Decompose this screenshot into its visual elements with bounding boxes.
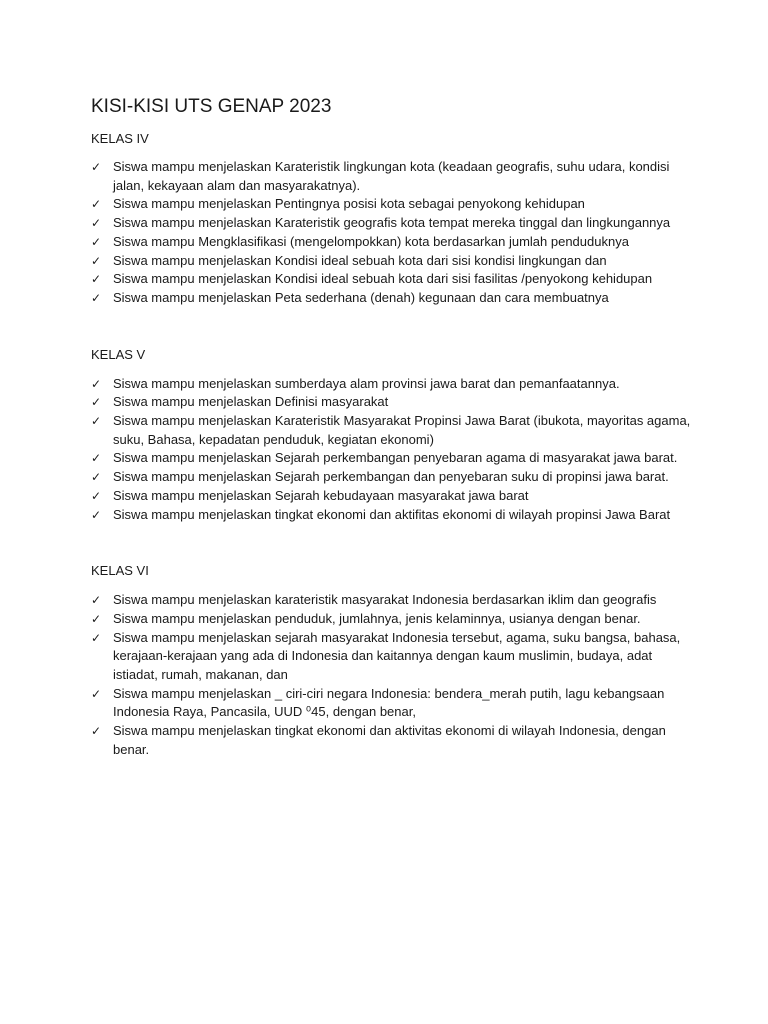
list-item-text: Siswa mampu Mengklasifikasi (mengelompokkan) kota berdasarkan jumlah penduduknya bbox=[113, 233, 629, 249]
list-item-text: Siswa mampu menjelaskan Kondisi ideal sebuah kota dari sisi kondisi lingkungan dan bbox=[113, 252, 607, 268]
list-item bbox=[91, 158, 691, 195]
checklist bbox=[91, 591, 691, 759]
checkmark-icon: ✓ bbox=[91, 488, 102, 503]
list-item-text: Siswa mampu menjelaskan Peta sederhana (denah) kegunaan dan cara membuatnya bbox=[113, 289, 609, 305]
checkmark-icon: ✓ bbox=[91, 197, 102, 212]
checkmark-icon: ✓ bbox=[91, 686, 102, 701]
checkmark-icon: ✓ bbox=[91, 272, 102, 287]
checkmark-icon: ✓ bbox=[91, 160, 102, 174]
list-item bbox=[91, 468, 691, 487]
list-item bbox=[91, 375, 691, 394]
checkmark-icon: ✓ bbox=[91, 216, 102, 231]
list-item-text: Siswa mampu menjelaskan tingkat ekonomi dan aktivitas ekonomi di wilayah Indonesia, dengan benar. bbox=[113, 723, 666, 757]
list-item-text: Siswa mampu menjelaskan tingkat ekonomi dan aktifitas ekonomi di wilayah propinsi Jawa Barat bbox=[113, 506, 671, 522]
list-item-text: Siswa mampu menjelaskan Sejarah perkembangan dan penyebaran suku di propinsi jawa barat. bbox=[113, 469, 669, 485]
list-item bbox=[91, 233, 691, 252]
document-title: KISI-KISI UTS GENAP 2023 bbox=[91, 96, 332, 117]
list-item bbox=[91, 412, 691, 449]
checkmark-icon: ✓ bbox=[91, 611, 102, 626]
list-item-text: Siswa mampu menjelaskan Karateristik geografis kota tempat mereka tinggal dan lingkungannya bbox=[113, 215, 671, 231]
list-item-text: Siswa mampu menjelaskan Karateristik Masyarakat Propinsi Jawa Barat (ibukota, mayoritas agama, suku, Bahasa, kepadatan penduduk, kegiatan ekonomi) bbox=[113, 413, 691, 447]
checkmark-icon: ✓ bbox=[91, 507, 102, 522]
checkmark-icon: ✓ bbox=[91, 290, 102, 305]
list-item bbox=[91, 289, 691, 308]
checkmark-icon: ✓ bbox=[91, 593, 102, 608]
list-item-text: Siswa mampu menjelaskan Kondisi ideal sebuah kota dari sisi fasilitas /penyokong kehidupan bbox=[113, 271, 653, 287]
list-item-text: Siswa mampu menjelaskan Sejarah perkembangan penyebaran agama di masyarakat jawa barat. bbox=[113, 450, 678, 466]
list-item bbox=[91, 591, 691, 610]
list-item bbox=[91, 214, 691, 233]
section-kelas-vi bbox=[91, 562, 691, 759]
checkmark-icon: ✓ bbox=[91, 724, 102, 739]
list-item-text: Siswa mampu menjelaskan sumberdaya alam provinsi jawa barat dan pemanfaatannya. bbox=[113, 375, 620, 391]
list-item bbox=[91, 393, 691, 412]
section-heading: KELAS IV bbox=[91, 131, 149, 146]
checkmark-icon: ✓ bbox=[91, 395, 102, 410]
checkmark-icon: ✓ bbox=[91, 630, 102, 645]
list-item bbox=[91, 487, 691, 506]
document-page bbox=[91, 94, 691, 760]
list-item bbox=[91, 270, 691, 289]
list-item-text: Siswa mampu menjelaskan penduduk, jumlahnya, jenis kelaminnya, usianya dengan benar. bbox=[113, 610, 641, 626]
list-item-text: Siswa mampu menjelaskan Karateristik lingkungan kota (keadaan geografis, suhu udara, kondisi jalan, kekayaan alam dan masyarakatnya). bbox=[113, 159, 670, 193]
list-item-text: Siswa mampu menjelaskan sejarah masyarakat Indonesia tersebut, agama, suku bangsa, bahasa, kerajaan-kerajaan yang ada di Indonesia dan kaitannya dengan kaum muslimin, budaya, adat istiadat, rumah, makanan, dan bbox=[113, 629, 681, 683]
checkmark-icon: ✓ bbox=[91, 451, 102, 466]
list-item bbox=[91, 252, 691, 271]
list-item bbox=[91, 629, 691, 685]
section-kelas-v bbox=[91, 346, 691, 525]
checkmark-icon: ✓ bbox=[91, 253, 102, 268]
checkmark-icon: ✓ bbox=[91, 234, 102, 249]
list-item-text: Siswa mampu menjelaskan karateristik masyarakat Indonesia berdasarkan iklim dan geografis bbox=[113, 592, 657, 608]
list-item-text: Siswa mampu menjelaskan Definisi masyarakat bbox=[113, 394, 389, 410]
checklist bbox=[91, 158, 691, 308]
list-item-text: Siswa mampu menjelaskan Pentingnya posisi kota sebagai penyokong kehidupan bbox=[113, 196, 585, 212]
checkmark-icon: ✓ bbox=[91, 414, 102, 429]
list-item bbox=[91, 722, 691, 759]
list-item-text: Siswa mampu menjelaskan Sejarah kebudayaan masyarakat jawa barat bbox=[113, 487, 529, 503]
list-item-text: Siswa mampu menjelaskan _ ciri-ciri negara Indonesia: bendera_merah putih, lagu kebangsaan Indonesia Raya, Pancasila, UUD ⁰45, dengan benar, bbox=[113, 685, 665, 720]
section-kelas-iv bbox=[91, 130, 691, 308]
section-heading: KELAS V bbox=[91, 346, 146, 362]
checklist bbox=[91, 375, 691, 525]
list-item bbox=[91, 449, 691, 468]
list-item bbox=[91, 506, 691, 525]
checkmark-icon: ✓ bbox=[91, 376, 102, 391]
list-item bbox=[91, 195, 691, 214]
section-heading: KELAS VI bbox=[91, 563, 149, 579]
list-item bbox=[91, 685, 691, 722]
checkmark-icon: ✓ bbox=[91, 470, 102, 485]
list-item bbox=[91, 610, 691, 629]
